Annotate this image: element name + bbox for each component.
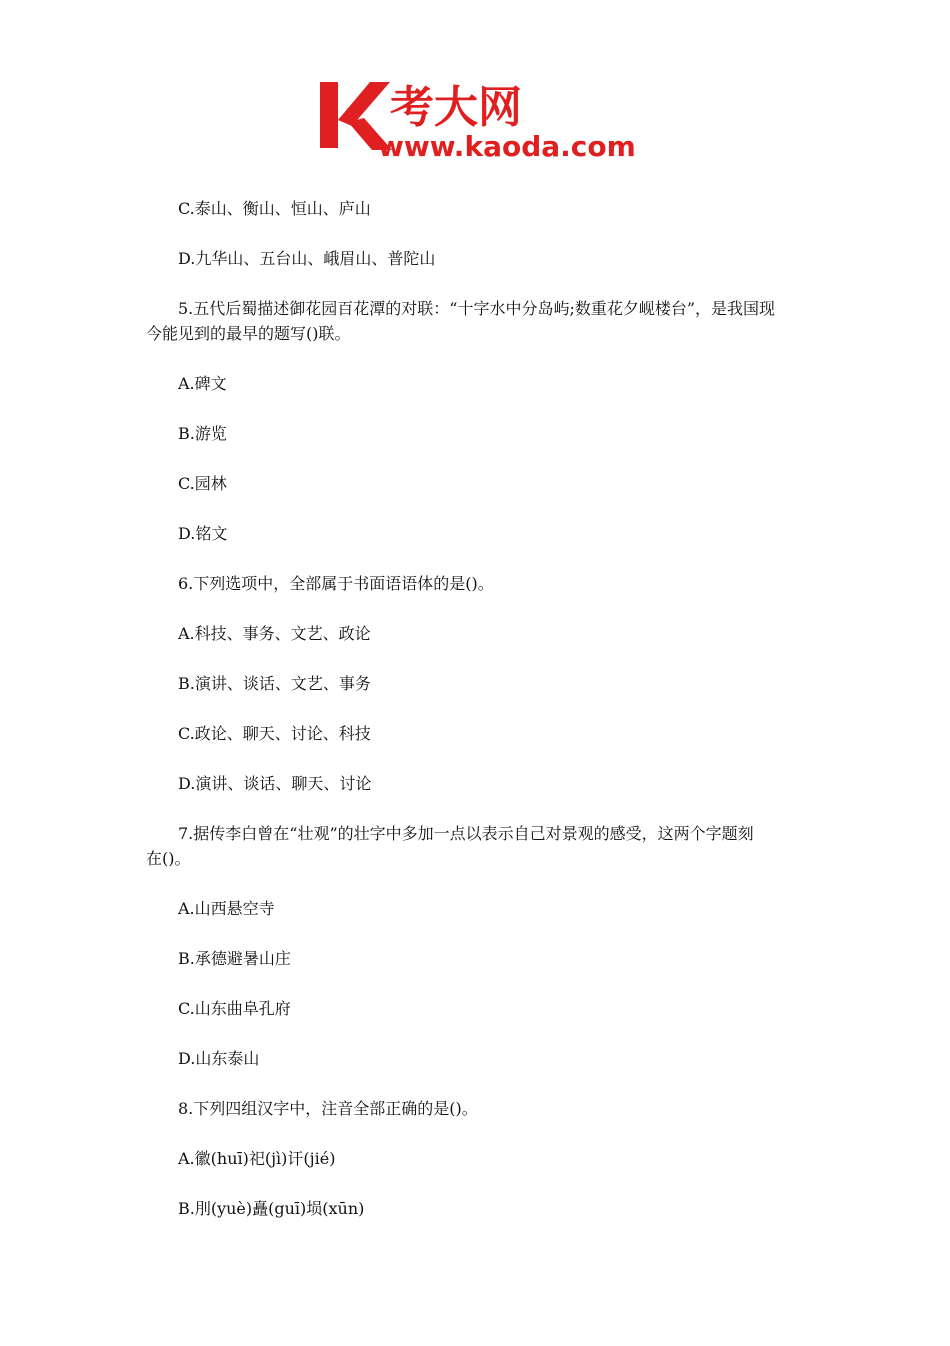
question-6-option-d: D.演讲、谈话、聊天、讨论	[178, 774, 372, 793]
question-8-option-b: B.刖(yuè)矗(guī)埙(xūn)	[178, 1199, 365, 1218]
question-7-option-b: B.承德避暑山庄	[178, 949, 291, 968]
question-7-line-2: 在()。	[146, 849, 191, 868]
logo-brand-text: 考大网	[390, 82, 522, 133]
question-6: 6.下列选项中，全部属于书面语语体的是()。	[178, 574, 494, 593]
question-7-option-c: C.山东曲阜孔府	[178, 999, 291, 1018]
question-5-line-1: 5.五代后蜀描述御花园百花潭的对联：“十字水中分岛屿;数重花夕岘楼台”，是我国现	[178, 299, 776, 318]
question-8: 8.下列四组汉字中，注音全部正确的是()。	[178, 1099, 478, 1118]
question-6-option-c: C.政论、聊天、讨论、科技	[178, 724, 371, 743]
question-7-option-a: A.山西悬空寺	[178, 899, 275, 918]
question-5-option-a: A.碑文	[178, 374, 227, 393]
option-c: C.泰山、衡山、恒山、庐山	[178, 199, 371, 218]
kaoda-logo	[318, 72, 640, 164]
question-8-option-a: A.徽(huī)祀(jì)讦(jié)	[178, 1149, 336, 1168]
question-5-option-b: B.游览	[178, 424, 227, 443]
question-7-line-1: 7.据传李白曾在“壮观”的壮字中多加一点以表示自己对景观的感受，这两个字题刻	[178, 824, 754, 843]
question-5-option-c: C.园林	[178, 474, 227, 493]
question-5-option-d: D.铭文	[178, 524, 228, 543]
option-d: D.九华山、五台山、峨眉山、普陀山	[178, 249, 436, 268]
question-5-line-2: 今能见到的最早的题写()联。	[146, 324, 351, 343]
kaoda-logo-graphic	[318, 72, 640, 164]
question-6-option-b: B.演讲、谈话、文艺、事务	[178, 674, 371, 693]
question-6-option-a: A.科技、事务、文艺、政论	[178, 624, 371, 643]
question-7-option-d: D.山东泰山	[178, 1049, 260, 1068]
logo-url-text: www.kaoda.com	[378, 130, 636, 163]
